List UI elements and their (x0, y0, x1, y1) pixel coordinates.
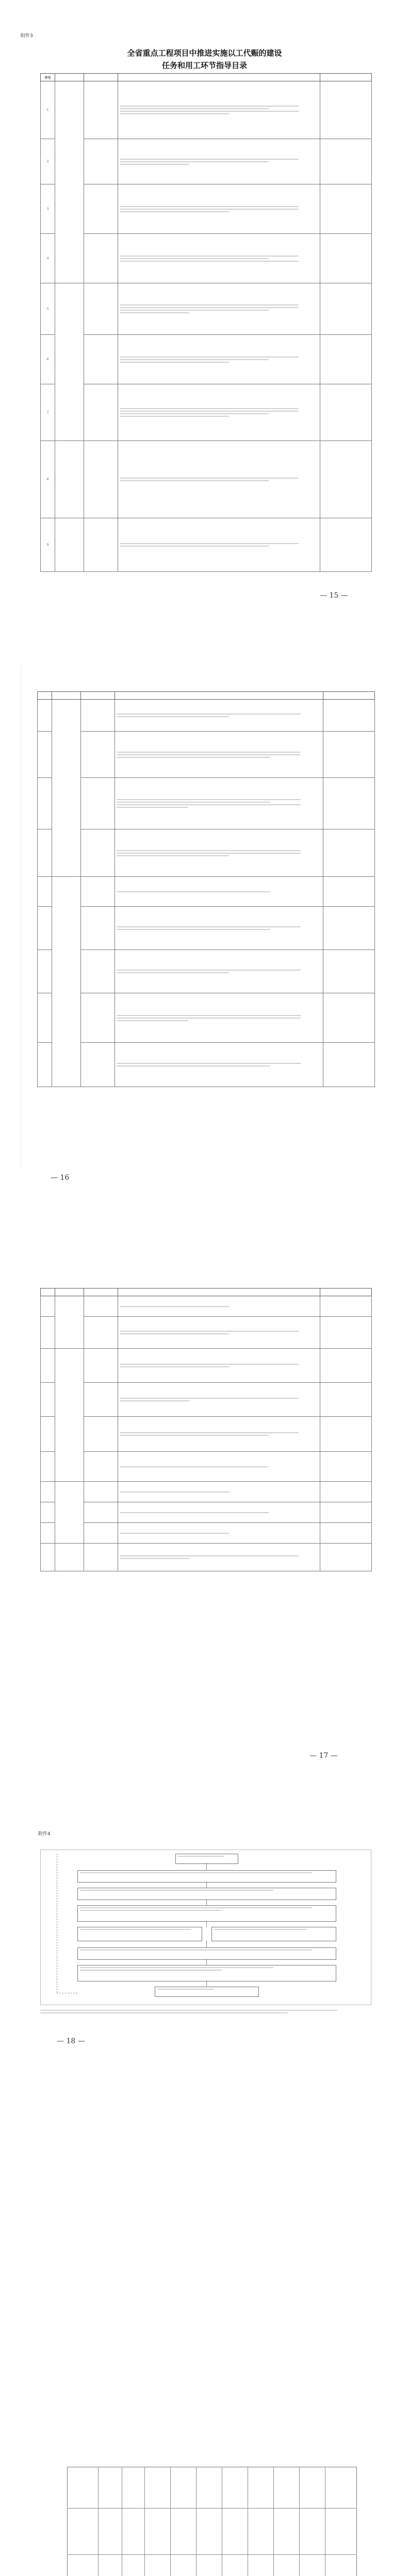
page-17 (0, 1216, 409, 1797)
row-number: 4 (41, 234, 55, 283)
table-row (38, 993, 375, 1043)
flow-node-step6 (77, 1965, 336, 1981)
row-number (38, 907, 52, 950)
header-content (118, 1289, 320, 1296)
flow-node-step5 (77, 1947, 336, 1960)
table-row (38, 732, 375, 778)
table-row (41, 1417, 372, 1452)
row-item (84, 139, 118, 184)
row-item (84, 81, 118, 139)
row-dept (320, 1523, 372, 1544)
page-number: — 15 — (320, 591, 348, 600)
row-item (84, 1502, 118, 1523)
table-row (38, 877, 375, 907)
row-dept (320, 1349, 372, 1383)
row-content (118, 283, 320, 335)
row-dept (323, 950, 375, 993)
row-number (41, 1417, 55, 1452)
table-row (41, 1523, 372, 1544)
row-dept (323, 700, 375, 732)
table-row (41, 384, 372, 441)
row-item (81, 877, 115, 907)
row-dept (323, 829, 375, 877)
table-row (41, 1482, 372, 1502)
row-item (84, 1296, 118, 1317)
row-content (118, 234, 320, 283)
row-number: 1 (41, 81, 55, 139)
form-line (170, 2467, 171, 2576)
flowchart-notes (40, 2008, 370, 2015)
row-content (118, 1452, 320, 1482)
row-number (38, 993, 52, 1043)
header-dept (320, 1289, 372, 1296)
table-header-row (41, 74, 372, 81)
row-content (118, 384, 320, 441)
form-line (273, 2467, 274, 2576)
row-item (81, 778, 115, 829)
flow-node-step3 (77, 1905, 336, 1922)
row-content (115, 877, 323, 907)
row-item (84, 518, 118, 572)
table-row (41, 1544, 372, 1571)
row-dept (323, 993, 375, 1043)
row-dept (320, 335, 372, 384)
row-number: 5 (41, 283, 55, 335)
flow-connector (206, 1882, 207, 1888)
row-dept (320, 518, 372, 572)
row-dept (320, 441, 372, 518)
row-item (84, 1452, 118, 1482)
row-item (84, 1383, 118, 1417)
row-dept (320, 1482, 372, 1502)
flow-node-step4b (211, 1927, 336, 1941)
header-content (118, 74, 320, 81)
page-number: — 16 (51, 1174, 70, 1182)
row-content (118, 1502, 320, 1523)
row-content (118, 1296, 320, 1317)
row-category (55, 441, 84, 518)
row-content (115, 829, 323, 877)
row-item (81, 907, 115, 950)
row-content (118, 335, 320, 384)
flow-node-step4a (77, 1927, 202, 1941)
row-number (38, 700, 52, 732)
row-number (38, 1043, 52, 1087)
row-item (84, 441, 118, 518)
header-dept (320, 74, 372, 81)
row-number (41, 1502, 55, 1523)
row-dept (323, 1043, 375, 1087)
row-content (115, 1043, 323, 1087)
row-number: 3 (41, 184, 55, 234)
table-row (38, 829, 375, 877)
flow-connector (206, 1940, 207, 1947)
row-content (118, 441, 320, 518)
row-dept (320, 1452, 372, 1482)
row-item (84, 1417, 118, 1452)
form-line (67, 2508, 356, 2509)
row-item (84, 335, 118, 384)
row-content (118, 184, 320, 234)
row-number (41, 1317, 55, 1349)
row-item (84, 1482, 118, 1502)
row-item (84, 234, 118, 283)
page-19 (0, 2420, 409, 2576)
header-item (84, 1289, 118, 1296)
row-number: 2 (41, 139, 55, 184)
row-dept (320, 81, 372, 139)
row-number: 7 (41, 384, 55, 441)
row-category (55, 1544, 84, 1571)
table-header-row (38, 692, 375, 700)
row-dept (320, 1417, 372, 1452)
row-content (115, 778, 323, 829)
row-dept (323, 907, 375, 950)
flow-node-start (175, 1854, 238, 1864)
row-number (38, 950, 52, 993)
table-row (41, 518, 372, 572)
row-dept (320, 1502, 372, 1523)
row-dept (320, 234, 372, 283)
row-item (81, 950, 115, 993)
table-row (41, 81, 372, 139)
row-number (38, 877, 52, 907)
form-line (98, 2467, 99, 2576)
table-row (41, 283, 372, 335)
attachment-label: 附件4 (38, 1832, 51, 1837)
row-dept (323, 778, 375, 829)
row-number (41, 1482, 55, 1502)
page-number: — 18 — (57, 2037, 85, 2045)
row-number (41, 1349, 55, 1383)
table-row (41, 1502, 372, 1523)
table-row (41, 1349, 372, 1383)
row-number (41, 1452, 55, 1482)
header-item (84, 74, 118, 81)
table-row (41, 234, 372, 283)
header-item (81, 692, 115, 700)
row-dept (320, 139, 372, 184)
row-content (115, 700, 323, 732)
row-category (55, 1482, 84, 1544)
document-title-line2: 任务和用工环节指导目录 (161, 61, 247, 70)
table-row (41, 1317, 372, 1349)
row-number (38, 732, 52, 778)
row-item (81, 829, 115, 877)
table-row (38, 907, 375, 950)
table-header-row (41, 1289, 372, 1296)
row-number: 6 (41, 335, 55, 384)
row-category (52, 700, 81, 877)
flow-node-step1 (77, 1870, 336, 1883)
row-dept (320, 1296, 372, 1317)
table-row (38, 950, 375, 993)
row-content (115, 907, 323, 950)
row-number (41, 1383, 55, 1417)
flow-node-step2 (77, 1888, 336, 1900)
row-dept (323, 732, 375, 778)
flow-connector (206, 1959, 207, 1965)
row-dept (320, 1383, 372, 1417)
row-item (81, 993, 115, 1043)
page-15 (0, 0, 409, 634)
row-number (41, 1523, 55, 1544)
attachment-label: 附件3 (21, 33, 33, 39)
row-category (55, 81, 84, 283)
row-content (118, 1523, 320, 1544)
row-item (84, 1523, 118, 1544)
table-row (41, 1383, 372, 1417)
table-row (41, 1452, 372, 1482)
header-category (55, 74, 84, 81)
table-row (38, 778, 375, 829)
table-row (41, 1296, 372, 1317)
row-number (41, 1296, 55, 1317)
row-item (84, 1349, 118, 1383)
row-dept (320, 1317, 372, 1349)
page-16 (0, 634, 409, 1216)
row-content (118, 1349, 320, 1383)
row-number (38, 778, 52, 829)
page-18 (0, 1796, 409, 2421)
row-content (115, 950, 323, 993)
flow-connector (206, 1921, 207, 1927)
form-line (196, 2467, 197, 2576)
row-content (118, 1482, 320, 1502)
row-item (81, 732, 115, 778)
flow-connector (206, 1863, 207, 1870)
table-row (41, 139, 372, 184)
row-category (55, 518, 84, 572)
row-category (55, 283, 84, 441)
header-category (55, 1289, 84, 1296)
form-line (67, 2554, 356, 2555)
header-num (41, 1289, 55, 1296)
header-category (52, 692, 81, 700)
header-dept (323, 692, 375, 700)
row-content (118, 139, 320, 184)
row-dept (320, 384, 372, 441)
row-item (84, 1544, 118, 1571)
guidance-table-continued (40, 1288, 372, 1571)
row-content (118, 81, 320, 139)
row-content (115, 732, 323, 778)
row-item (84, 1317, 118, 1349)
row-number (38, 829, 52, 877)
flow-node-end (155, 1987, 259, 1997)
row-number (41, 1544, 55, 1571)
row-dept (320, 283, 372, 335)
row-dept (320, 1544, 372, 1571)
row-category (55, 1296, 84, 1349)
form-line (144, 2467, 145, 2576)
row-category (52, 877, 81, 1087)
row-content (115, 993, 323, 1043)
flow-connector (206, 1980, 207, 1987)
row-content (118, 518, 320, 572)
header-content (115, 692, 323, 700)
table-row (38, 1043, 375, 1087)
header-num (38, 692, 52, 700)
row-dept (320, 184, 372, 234)
table-row (41, 335, 372, 384)
row-item (84, 184, 118, 234)
document-title-line1: 全省重点工程项目中推进实施以工代赈的建设 (127, 48, 282, 58)
row-content (118, 1544, 320, 1571)
row-number: 9 (41, 518, 55, 572)
row-content (118, 1383, 320, 1417)
header-num: 序号 (41, 74, 55, 81)
table-row (38, 700, 375, 732)
table-row (41, 184, 372, 234)
row-category (55, 1349, 84, 1482)
table-row (41, 441, 372, 518)
guidance-table-continued (37, 691, 375, 1087)
row-content (118, 1317, 320, 1349)
flow-connector (206, 1899, 207, 1905)
row-number: 8 (41, 441, 55, 518)
guidance-table (40, 73, 372, 572)
row-item (84, 384, 118, 441)
row-item (81, 1043, 115, 1087)
row-content (118, 1417, 320, 1452)
row-dept (323, 877, 375, 907)
register-form-grid (67, 2467, 357, 2576)
form-line (299, 2467, 300, 2576)
page-number: — 17 — (309, 1752, 338, 1760)
row-item (81, 700, 115, 732)
row-item (84, 283, 118, 335)
